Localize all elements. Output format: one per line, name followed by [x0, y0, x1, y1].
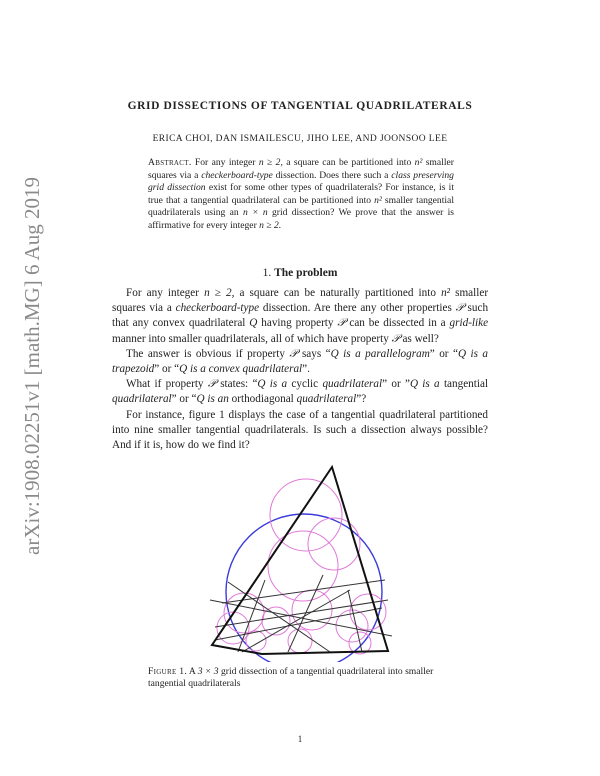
paper-title: GRID DISSECTIONS OF TANGENTIAL QUADRILATERALS: [127, 100, 473, 112]
incircle: [308, 518, 360, 570]
figure-caption: Figure 1. A 3 × 3 grid dissection of a tangential quadrilateral into smaller tangential quadrilaterals: [148, 666, 434, 690]
paragraph-3: What if property 𝒫 states: “Q is a cyclic quadrilateral” or ”Q is a tangential quadrilateral” or “Q is an orthodiagonal quadrilateral”?: [112, 378, 489, 406]
grid-line: [288, 575, 323, 652]
page-number: 1: [297, 734, 303, 744]
paper-authors: ERICA CHOI, DAN ISMAILESCU, JIHO LEE, AND JOONSOO LEE: [152, 134, 448, 144]
sub-incircles: [217, 479, 386, 654]
incircle: [270, 479, 342, 551]
paragraph-1: For any integer n ≥ 2, a square can be naturally partitioned into n² smaller squares via a checkerboard-type dissection. Are there any other properties 𝒫 such that any convex quadrilateral Q having property 𝒫 can be dissected in a grid-like manner into smaller quadrilaterals, all of which have property 𝒫 as well?: [112, 287, 489, 345]
incircle: [288, 629, 312, 653]
grid-line: [222, 580, 385, 603]
grid-dissection-diagram: [196, 462, 406, 662]
paragraph-2: The answer is obvious if property 𝒫 says “Q is a parallelogram” or “Q is a trapezoid” or “Q is a convex quadrilateral”.: [112, 347, 488, 376]
body-text: [112, 286, 488, 453]
abstract: Abstract. For any integer n ≥ 2, a square can be partitioned into n² smaller squares via a checkerboard-type dissection. Does there such a class preserving grid dissection exist for some other types of quadrilaterals? For instance, is it true that a tangential quadrilateral can be partitioned into n² smaller tangential quadrilaterals using an n × n grid dissection? We prove that the answer is affirmative for every integer n ≥ 2.: [148, 157, 455, 231]
abstract-label: Abstract.: [148, 157, 192, 168]
caption-label: Figure 1.: [148, 666, 188, 677]
section-heading: 1. The problem: [262, 267, 338, 279]
arxiv-sidebar-stamp: arXiv:1908.02251v1 [math.MG] 6 Aug 2019: [20, 177, 44, 555]
incircle: [268, 531, 338, 601]
grid-line: [215, 608, 382, 640]
figure-1: [196, 462, 406, 662]
paragraph-4: For instance, figure 1 displays the case of a tangential quadrilateral partitioned into nine smaller tangential quadrilaterals. Is such a dissection always possible? And if it is, how do we find it?: [112, 408, 488, 452]
